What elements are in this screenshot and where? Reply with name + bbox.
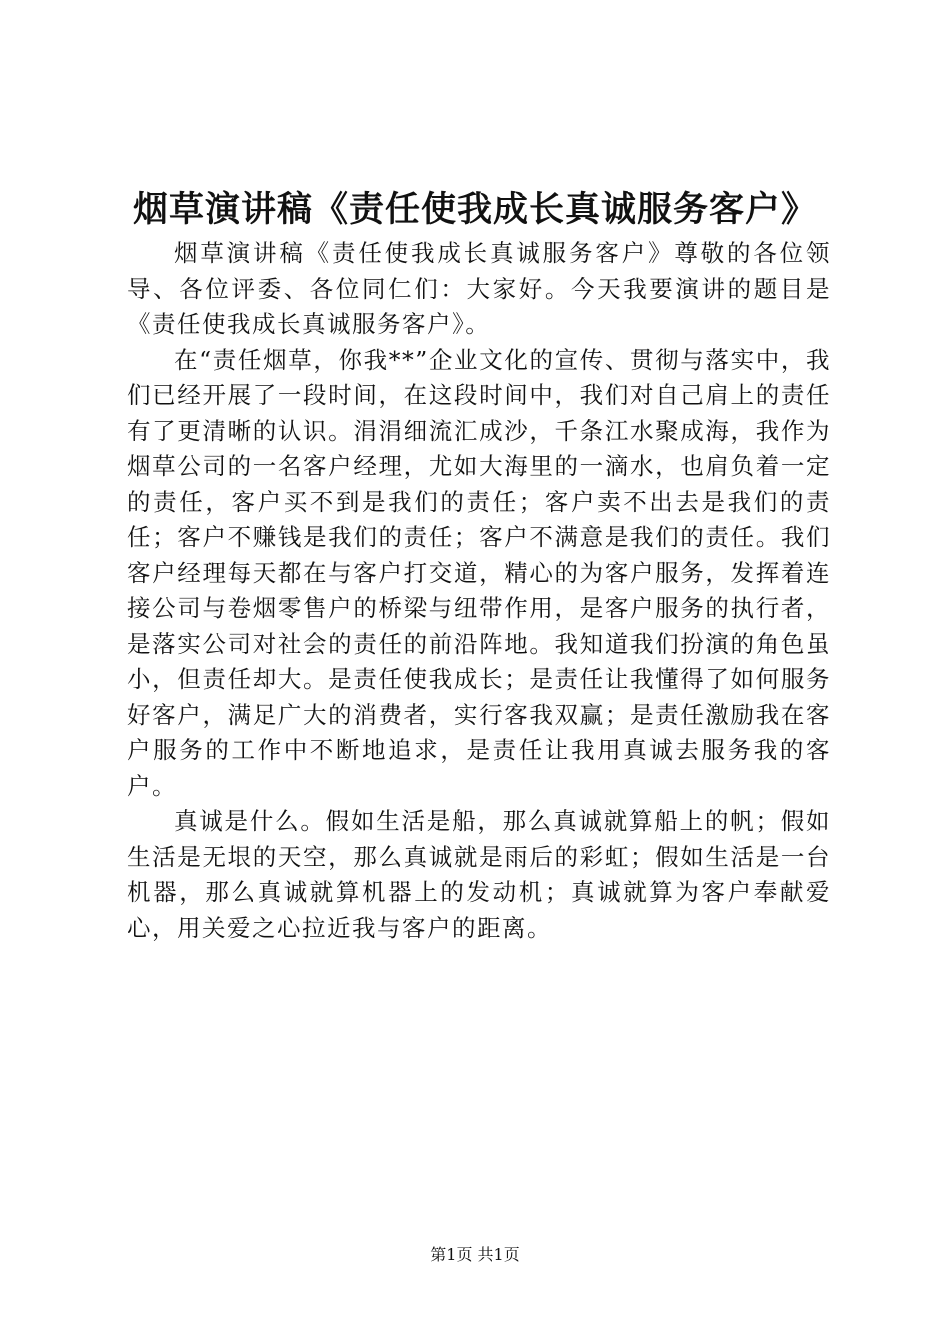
document-body xyxy=(127,236,831,946)
paragraph-2: 在“责任烟草，你我**”企业文化的宣传、贯彻与落实中，我们已经开展了一段时间，在这段时间中，我们对自己肩上的责任有了更清晰的认识。涓涓细流汇成沙，千条江水聚成海，我作为烟草公司的一名客户经理，尤如大海里的一滴水，也肩负着一定的责任，客户买不到是我们的责任；客户卖不出去是我们的责任；客户不赚钱是我们的责任；客户不满意是我们的责任。我们客户经理每天都在与客户打交道，精心的为客户服务，发挥着连接公司与卷烟零售户的桥梁与纽带作用，是客户服务的执行者，是落实公司对社会的责任的前沿阵地。我知道我们扮演的角色虽小，但责任却大。是责任使我成长；是责任让我懂得了如何服务好客户，满足广大的消费者，实行客我双赢；是责任激励我在客户服务的工作中不断地追求，是责任让我用真诚去服务我的客户。 xyxy=(127,345,831,800)
document-title: 烟草演讲稿《责任使我成长真诚服务客户》 xyxy=(132,189,817,230)
page-footer: 第1页 共1页 xyxy=(430,1245,520,1264)
paragraph-1: 烟草演讲稿《责任使我成长真诚服务客户》尊敬的各位领导、各位评委、各位同仁们：大家好。今天我要演讲的题目是《责任使我成长真诚服务客户》。 xyxy=(127,239,831,338)
paragraph-3: 真诚是什么。假如生活是船，那么真诚就算船上的帆；假如生活是无垠的天空，那么真诚就是雨后的彩虹；假如生活是一台机器，那么真诚就算机器上的发动机；真诚就算为客户奉献爱心，用关爱之心拉近我与客户的距离。 xyxy=(127,807,831,942)
